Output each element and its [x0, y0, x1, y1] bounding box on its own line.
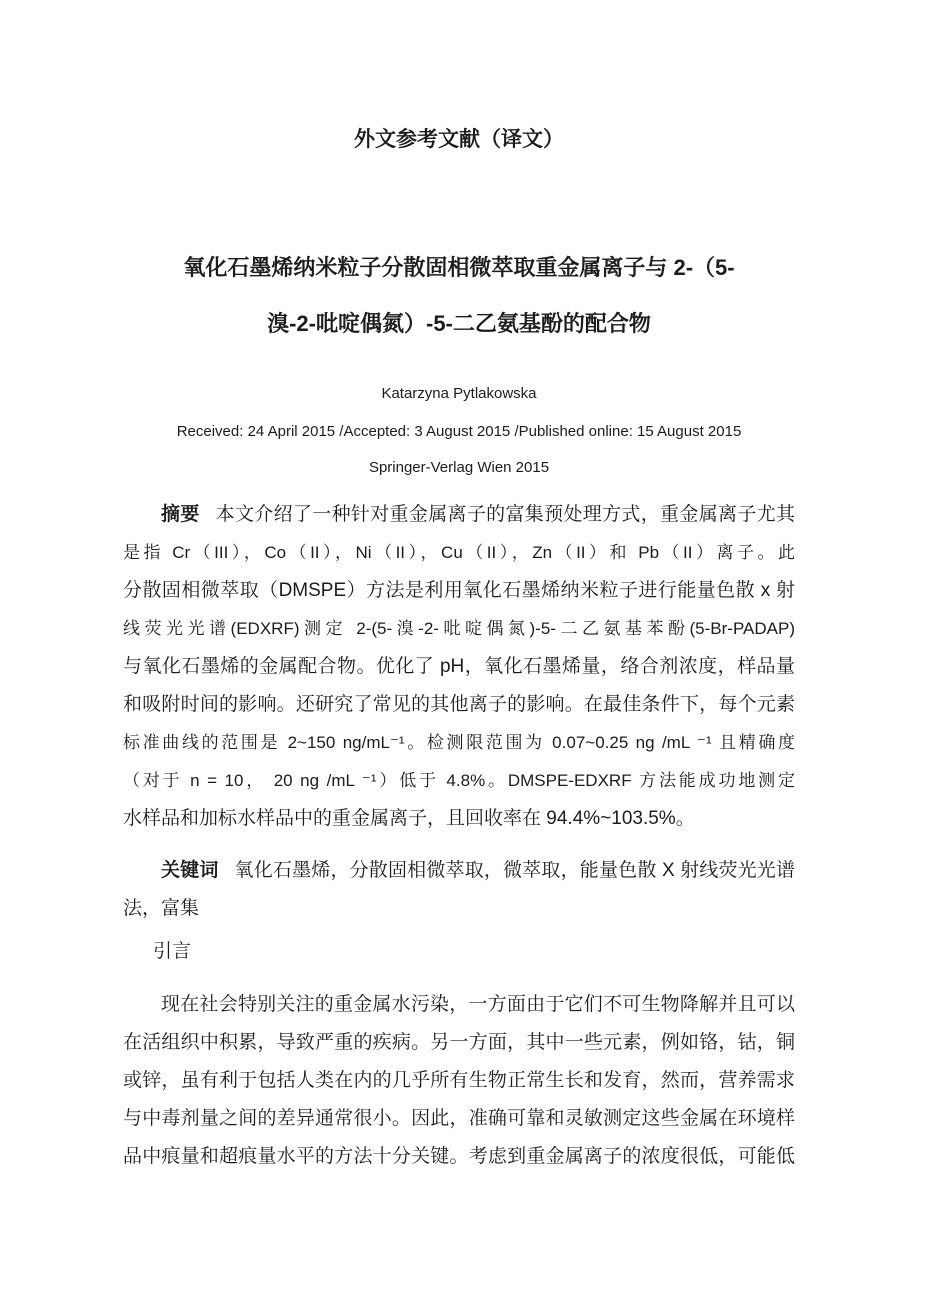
keywords-line-text: 氧化石墨烯，分散固相微萃取，微萃取，能量色散 X 射线荧光光谱 — [234, 860, 795, 881]
introduction-paragraph — [123, 986, 795, 1176]
abstract-label: 摘要 — [161, 504, 200, 525]
abstract-line: 分散固相微萃取（DMSPE）方法是利用氧化石墨烯纳米粒子进行能量色散 x 射 — [123, 580, 795, 601]
publication-dates: Received: 24 April 2015 /Accepted: 3 August 2015 /Published online: 15 August 2015 — [176, 423, 742, 440]
abstract-line: 和吸附时间的影响。还研究了常见的其他离子的影响。在最佳条件下，每个元素 — [123, 694, 795, 715]
abstract-line: 线荧光光谱(EDXRF)测定 2-(5-溴-2-吡啶偶氮)-5-二乙氨基苯酚(5-Br-PADAP) — [123, 619, 795, 638]
abstract-line: 水样品和加标水样品中的重金属离子，且回收率在 94.4%~103.5%。 — [123, 808, 695, 829]
introduction-line: 现在社会特别关注的重金属水污染，一方面由于它们不可生物降解并且可以 — [161, 994, 795, 1015]
abstract-paragraph — [123, 496, 795, 838]
introduction-heading: 引言 — [153, 941, 192, 962]
abstract-line-text: 本文介绍了一种针对重金属离子的富集预处理方式，重金属离子尤其 — [215, 504, 795, 525]
abstract-line: 与氧化石墨烯的金属配合物。优化了 pH，氧化石墨烯量，络合剂浓度，样品量 — [123, 656, 795, 677]
header-title: 外文参考文献（译文） — [354, 128, 564, 151]
abstract-line: 是指 Cr（III），Co（II），Ni（II），Cu（II），Zn（II）和 Pb（II）离子。此 — [123, 543, 795, 562]
publisher-line: Springer-Verlag Wien 2015 — [368, 459, 550, 476]
abstract-line: （对于 n = 10， 20 ng /mL ⁻¹）低于 4.8%。DMSPE-EDXRF 方法能成功地测定 — [123, 771, 795, 790]
keywords-label: 关键词 — [161, 860, 219, 881]
paper-title-line1: 氧化石墨烯纳米粒子分散固相微萃取重金属离子与 2-（5- — [183, 255, 735, 280]
introduction-line: 或锌，虽有利于包括人类在内的几乎所有生物正常生长和发育，然而，营养需求 — [123, 1070, 795, 1091]
introduction-line: 在活组织中积累，导致严重的疾病。另一方面，其中一些元素，例如铬，钴，铜 — [123, 1032, 795, 1053]
paper-title-line2: 溴-2-吡啶偶氮）-5-二乙氨基酚的配合物 — [267, 311, 651, 336]
introduction-line: 与中毒剂量之间的差异通常很小。因此，准确可靠和灵敏测定这些金属在环境样 — [123, 1108, 795, 1129]
paper-title — [123, 240, 795, 352]
author-name: Katarzyna Pytlakowska — [381, 385, 537, 402]
keywords-line — [123, 852, 795, 890]
keywords-line: 法，富集 — [123, 898, 200, 919]
abstract-line: 标准曲线的范围是 2~150 ng/mL⁻¹。检测限范围为 0.07~0.25 ng /mL ⁻¹ 且精确度 — [123, 733, 795, 752]
keywords-paragraph — [123, 852, 795, 928]
introduction-line: 品中痕量和超痕量水平的方法十分关键。考虑到重金属离子的浓度很低，可能低 — [123, 1146, 795, 1167]
abstract-line — [123, 496, 795, 534]
